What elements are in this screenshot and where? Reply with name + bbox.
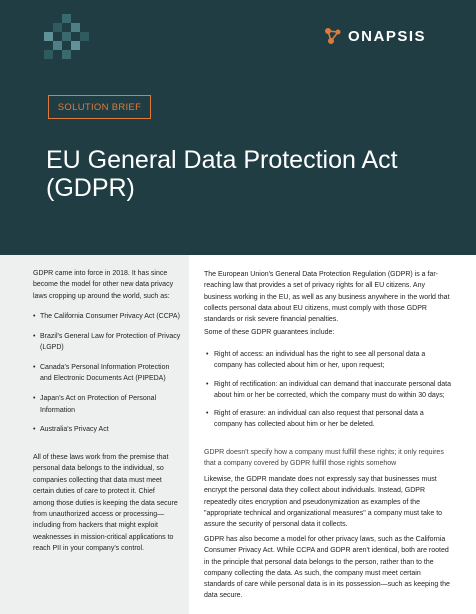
document-title: EU General Data Protection Act (GDPR) [46,146,398,202]
list-item: • Japan's Act on Protection of Personal Information [33,395,157,414]
pixel-pattern-graphic [44,14,100,62]
guarantees-heading: Some of these GDPR guarantees include: [204,329,335,336]
brand-name: ONAPSIS [348,27,427,45]
list-item: • Right of rectification: an individual can demand that inaccurate personal data about him or her be corrected, which the company must do within 30 days; [206,380,451,399]
solution-brief-badge [48,95,151,119]
bullet-icon: • [33,395,36,403]
bullet-icon: • [206,410,209,418]
intro-paragraph: The European Union's General Data Protection Regulation (GDPR) is a far-reaching law that provides a set of privacy rights for all EU citizens. Any business working in the EU, as well as any business anywhere in the world that collects personal data about EU citizens, must comply with those GDPR standards or risk severe financial penalties. [204,271,450,324]
bullet-icon: • [33,426,36,434]
bullet-icon: • [33,313,36,320]
bullet-icon: • [206,351,209,358]
list-item: • Brazil's General Law for Protection of Privacy (LGPD) [33,332,181,352]
gdpr-rights-list [204,349,452,438]
fulfillment-paragraph: GDPR doesn't specify how a company must fulfill these rights; it only requires that a company covered by GDPR fulfill those rights somehow [204,449,444,468]
bullet-icon: • [206,380,209,388]
list-item: • Right of erasure: an individual can also request that personal data a company has collected about him or her be deleted. [206,410,424,429]
bullet-icon: • [33,332,36,340]
privacy-laws-list [33,311,181,444]
sidebar-outro: All of these laws work from the premise that personal data belongs to the individual, so companies collecting that data must meet certain duties of care to protect it. Chief among those duties is keeping the data secure from unauthorized access or processing—including from hackers that might exploit weaknesses in mission-critical applications to reach PII in your company's control. [33,454,178,553]
encryption-paragraph: Likewise, the GDPR mandate does not expressly say that businesses must encrypt the personal data they collect about individuals. Instead, GDPR repeatedly cites encryption and pseudonymization as examples of the "appropriate technical and organizational measures" a company must take to assure the security of personal data it collects. [204,476,443,529]
cover-header [0,0,476,255]
list-item: • Canada's Personal Information Protection and Electronic Documents Act (PIPEDA) [33,364,170,383]
list-item: • The California Consumer Privacy Act (CCPA) [33,311,181,322]
list-item: • Right of access: an individual has the right to see all personal data a company has collected about him or her, upon request; [206,351,426,370]
model-law-paragraph: GDPR has also become a model for other privacy laws, such as the California Consumer Privacy Act. While CCPA and GDPR aren't identical, both are rooted in the principle that personal data belongs to the person, rather than to the company collecting the data. As such, the company must meet certain standards of care while personal data is in its possession—such as keeping the data secure. [204,536,450,600]
sidebar-intro: GDPR came into force in 2018. It has since become the model for other new data privacy laws cropping up around the world, such as: [33,270,174,300]
bullet-icon: • [33,364,36,371]
onapsis-logo-icon [324,27,342,45]
list-item: • Australia's Privacy Act [33,424,181,435]
solution-brief-label: SOLUTION BRIEF [57,101,142,113]
onapsis-logo [324,25,426,47]
